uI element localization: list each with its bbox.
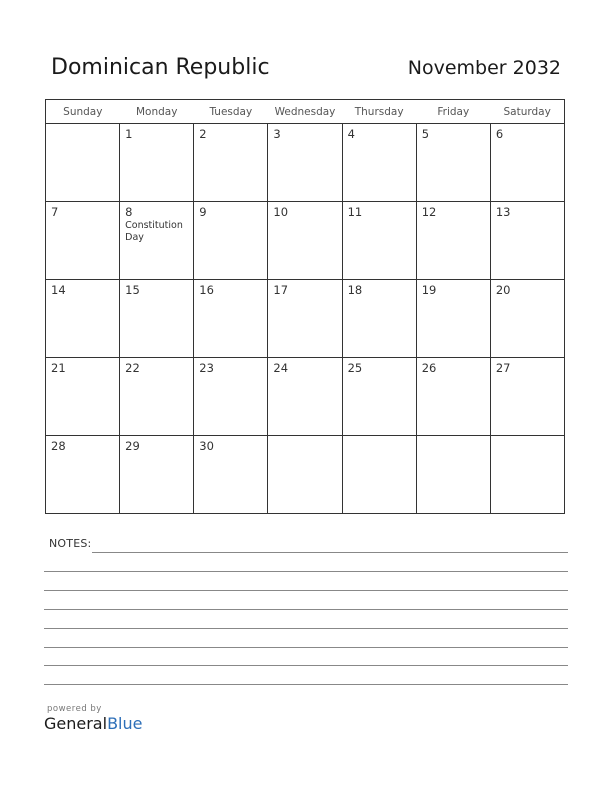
month-title: November 2032 — [407, 57, 561, 79]
note-line — [44, 571, 568, 572]
day-cell — [268, 280, 342, 358]
notes-label: NOTES: — [49, 537, 92, 550]
brand-blue: Blue — [107, 714, 143, 733]
day-cell — [342, 280, 416, 358]
day-number: 6 — [495, 127, 504, 141]
holiday-label: Constitution Day — [125, 220, 183, 243]
day-cell — [194, 124, 268, 202]
day-cell — [490, 358, 564, 436]
day-number: 24 — [273, 361, 289, 375]
day-cell — [342, 202, 416, 280]
day-number: 30 — [199, 439, 214, 453]
day-cell — [194, 202, 268, 280]
day-number: 7 — [51, 205, 59, 219]
day-cell — [416, 436, 490, 514]
country-title: Dominican Republic — [51, 55, 270, 80]
day-number: 20 — [495, 283, 511, 297]
day-cell — [268, 436, 342, 514]
day-cell — [342, 436, 416, 514]
week-row — [46, 124, 565, 202]
week-row — [46, 202, 565, 280]
day-cell — [120, 358, 194, 436]
day-number: 19 — [421, 283, 437, 297]
day-cell — [268, 202, 342, 280]
day-cell — [490, 280, 564, 358]
weekday-header: Sunday — [46, 100, 120, 124]
weekday-header: Thursday — [342, 100, 416, 124]
generalblue-logo — [44, 704, 142, 733]
day-cell — [490, 436, 564, 514]
note-line — [44, 590, 568, 591]
day-number: 15 — [125, 283, 140, 297]
day-number: 1 — [125, 127, 133, 141]
day-number: 14 — [51, 283, 66, 297]
day-number: 25 — [347, 361, 363, 375]
day-number: 23 — [199, 361, 214, 375]
note-line — [44, 609, 568, 610]
day-number: 21 — [51, 361, 66, 375]
day-cell — [46, 436, 120, 514]
note-line — [44, 684, 568, 685]
weekday-header: Saturday — [490, 100, 564, 124]
day-cell — [120, 436, 194, 514]
day-number: 29 — [125, 439, 140, 453]
week-row — [46, 436, 565, 514]
note-line — [44, 647, 568, 648]
day-number: 17 — [273, 283, 289, 297]
day-cell — [416, 202, 490, 280]
day-number: 26 — [421, 361, 437, 375]
weekday-header: Friday — [416, 100, 490, 124]
day-cell — [120, 124, 194, 202]
day-cell — [120, 280, 194, 358]
day-cell — [268, 358, 342, 436]
note-line — [44, 628, 568, 629]
day-cell — [194, 358, 268, 436]
day-cell — [490, 124, 564, 202]
week-row — [46, 358, 565, 436]
day-number: 12 — [421, 205, 437, 219]
day-cell — [46, 358, 120, 436]
day-cell — [194, 280, 268, 358]
day-cell — [416, 124, 490, 202]
day-number: 28 — [51, 439, 66, 453]
day-number: 2 — [199, 127, 207, 141]
day-number: 10 — [273, 205, 289, 219]
day-cell — [490, 202, 564, 280]
day-cell — [194, 436, 268, 514]
day-number: 16 — [199, 283, 214, 297]
weekday-header: Monday — [120, 100, 194, 124]
day-number: 27 — [495, 361, 511, 375]
day-number: 13 — [495, 205, 511, 219]
day-number: 3 — [273, 127, 281, 141]
day-cell — [46, 202, 120, 280]
weekday-header-row — [46, 100, 565, 124]
note-line — [92, 552, 568, 553]
weekday-header: Wednesday — [268, 100, 342, 124]
day-cell — [46, 280, 120, 358]
day-number: 8 — [125, 205, 133, 219]
note-line — [44, 665, 568, 666]
day-number: 11 — [347, 205, 363, 219]
day-cell — [120, 202, 194, 280]
brand-name — [44, 714, 142, 733]
day-number: 22 — [125, 361, 140, 375]
calendar-grid — [45, 99, 565, 514]
brand-general: General — [44, 714, 108, 733]
day-cell — [268, 124, 342, 202]
week-row — [46, 280, 565, 358]
day-cell — [416, 358, 490, 436]
day-cell — [46, 124, 120, 202]
day-cell — [342, 124, 416, 202]
day-cell — [342, 358, 416, 436]
day-number: 5 — [421, 127, 430, 141]
day-number: 18 — [347, 283, 363, 297]
day-number: 9 — [199, 205, 207, 219]
day-cell — [416, 280, 490, 358]
day-number: 4 — [347, 127, 355, 141]
weekday-header: Tuesday — [194, 100, 268, 124]
powered-by-text: powered by — [47, 704, 102, 714]
